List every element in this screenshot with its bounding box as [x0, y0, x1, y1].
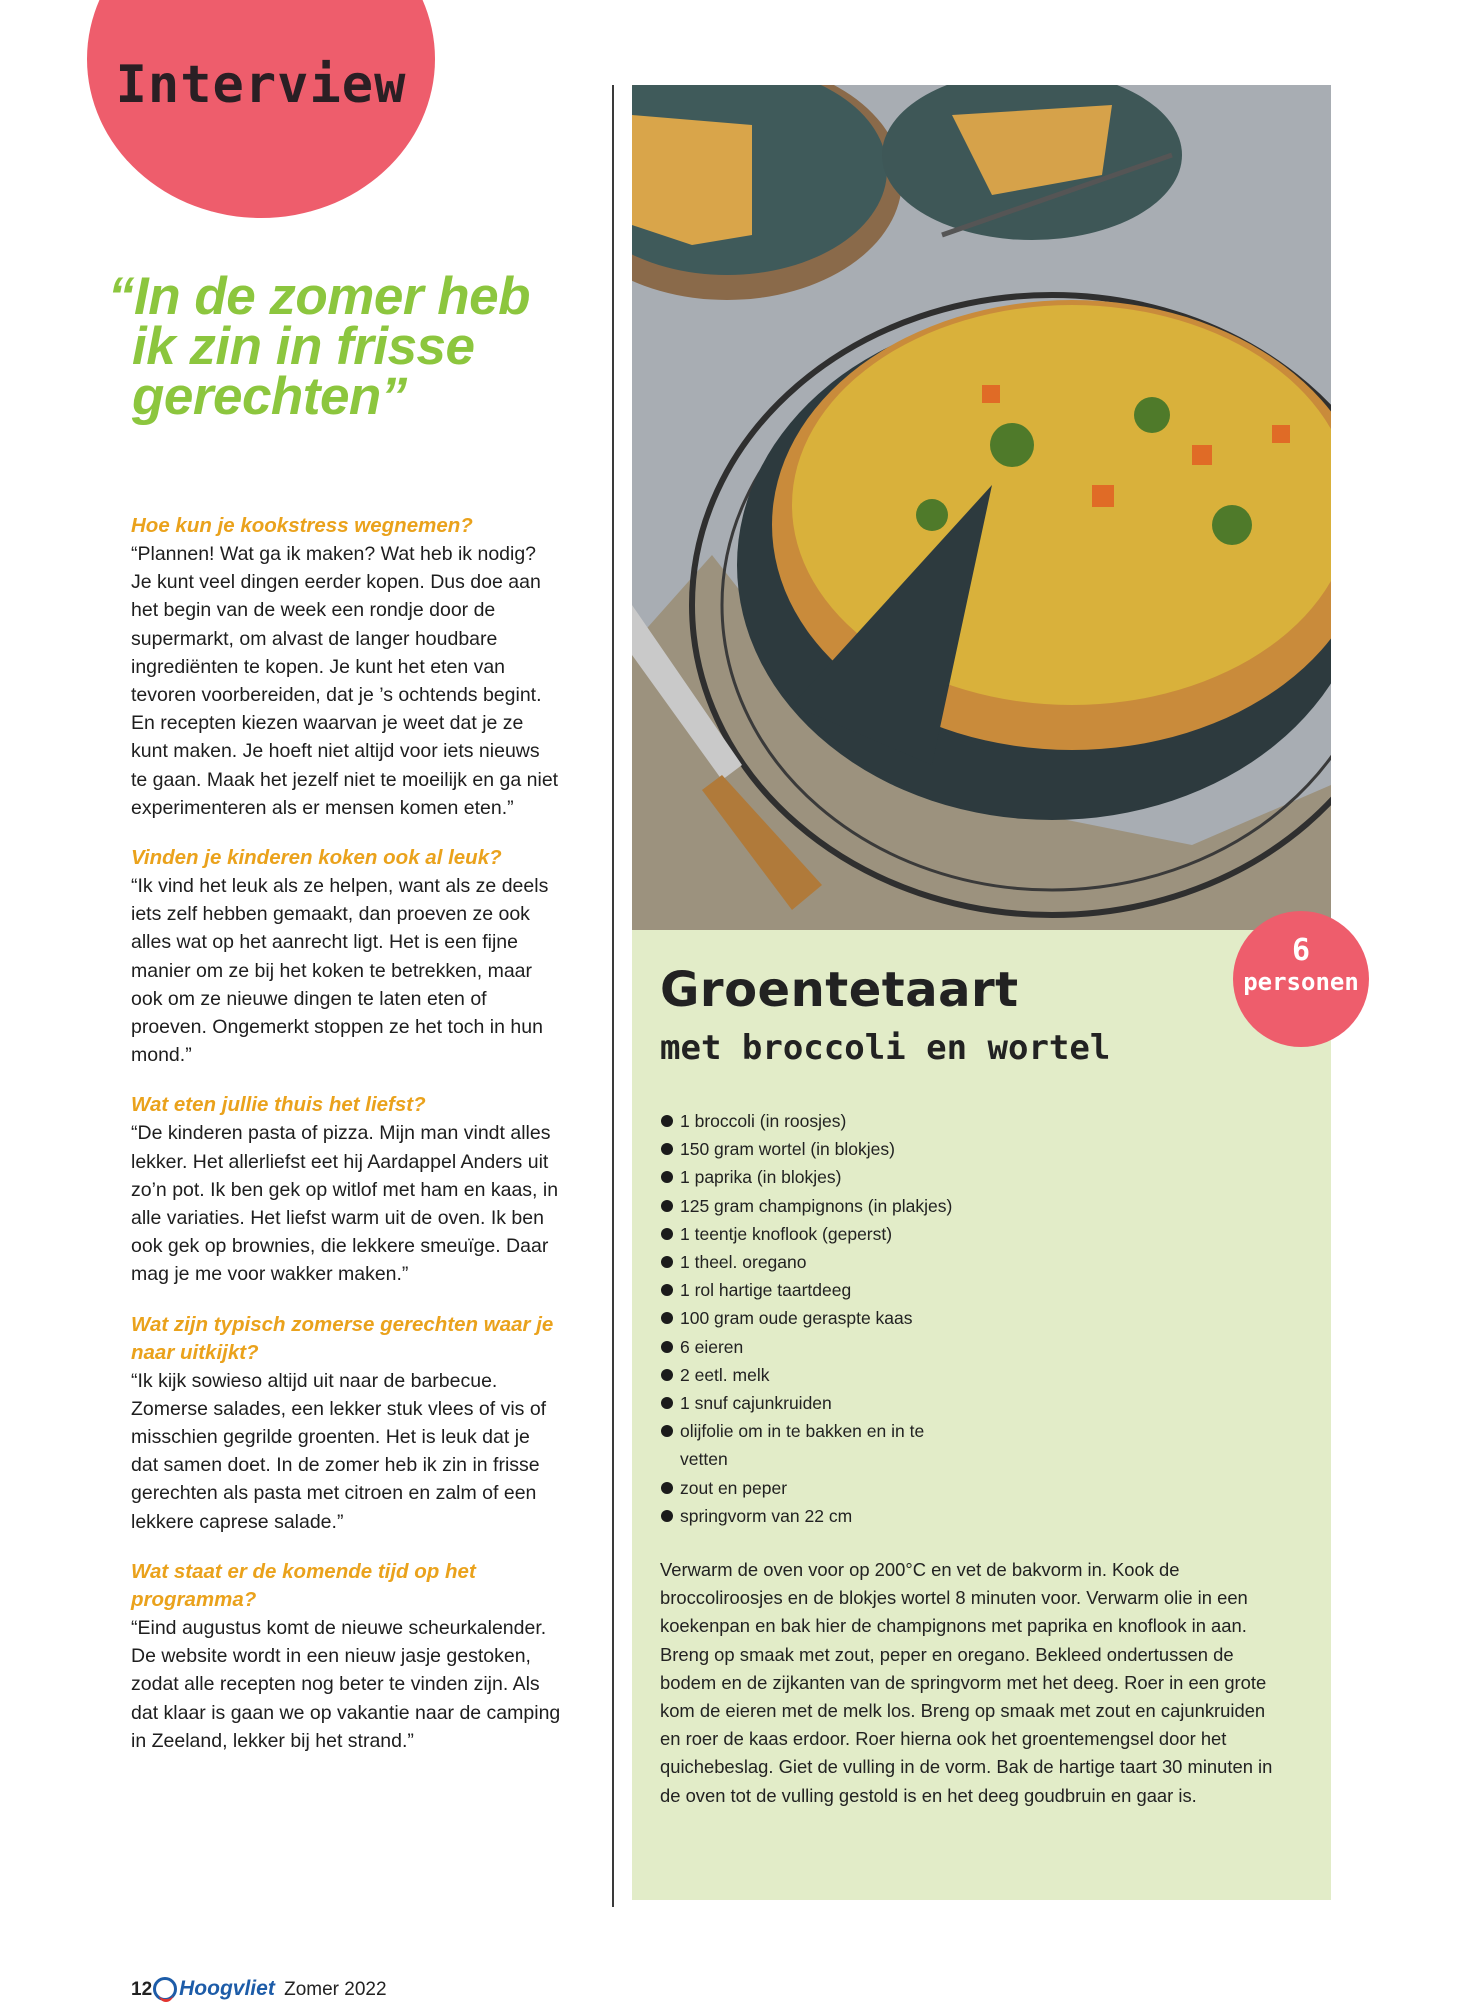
ingredient-item: 1 broccoli (in roosjes)	[660, 1107, 1300, 1135]
edition-label: Zomer 2022	[284, 1979, 387, 2000]
servings-badge	[1233, 911, 1369, 1047]
interview-answer: “Ik vind het leuk als ze helpen, want als ze deels iets zelf hebben gemaakt, dan proeven ze ook alles wat op het aanrecht ligt. Het is een fijne manier om ze bij het koken te betrekken, maar ook om ze nieuwe dingen te laten eten of proeven. Ongemerkt stoppen ze het toch in hun mond.”	[131, 875, 549, 1067]
ingredient-item: 1 theel. oregano	[660, 1248, 1300, 1276]
ingredient-item: 125 gram champignons (in plakjes)	[660, 1192, 1300, 1220]
quiche-illustration	[632, 85, 1331, 930]
hoogvliet-logo-icon	[153, 1977, 177, 2001]
qa-block	[131, 844, 561, 1069]
ingredient-item: 1 snuf cajunkruiden	[660, 1389, 1300, 1417]
page-footer	[131, 1977, 387, 2007]
recipe-subtitle: met broccoli en wortel	[660, 1028, 1111, 1068]
interview-question: Wat staat er de komende tijd op het programma?	[131, 1559, 476, 1611]
interview-answer: “Ik kijk sowieso altijd uit naar de barbecue. Zomerse salades, een lekker stuk vlees of vis of misschien gegrilde groenten. Het is leuk dat je dat samen doet. In de zomer heb ik zin in frisse gerechten als pasta met citroen en zalm of een lekkere caprese salade.”	[131, 1369, 547, 1533]
ingredient-item: zout en peper	[660, 1474, 1300, 1502]
recipe-method: Verwarm de oven voor op 200°C en vet de bakvorm in. Kook de broccoliroosjes en de blokjes wortel 8 minuten voor. Verwarm olie in een koekenpan en bak hier de champignons met paprika en knoflook in aan. Breng op smaak met zout, peper en oregano. Bekleed ondertussen de bodem en de zijkanten van de springvorm met het deeg. Roer in een grote kom de eieren met de melk los. Breng op smaak met zout en cajunkruiden en roer de kaas erdoor. Roer hierna ook het groentemengsel door het quichebeslag. Giet de vulling in de vorm. Bak de hartige taart 30 minuten in de oven tot de vulling gestold is en het deeg goudbruin en gaar is.	[660, 1559, 1273, 1806]
servings-number: 6	[1291, 933, 1311, 968]
interview-question: Hoe kun je kookstress wegnemen?	[131, 514, 473, 537]
recipe-title: Groentetaart	[660, 962, 1019, 1018]
page-number: 12	[131, 1979, 153, 2000]
ingredient-item: 6 eieren	[660, 1333, 1300, 1361]
interview-question: Wat zijn typisch zomerse gerechten waar je naar uitkijkt?	[131, 1312, 554, 1364]
pull-quote-line: “In de zomer heb	[108, 267, 530, 326]
brand-name: Hoogvliet	[179, 1977, 275, 2000]
quiche-photo	[632, 85, 1331, 930]
ingredient-item: 2 eetl. melk	[660, 1361, 1300, 1389]
ingredient-item: springvorm van 22 cm	[660, 1502, 1300, 1530]
pull-quote-line: ik zin in frisse	[132, 317, 475, 376]
pull-quote	[108, 267, 578, 426]
qa-block	[131, 512, 561, 822]
ingredient-item: 1 paprika (in blokjes)	[660, 1163, 1300, 1191]
servings-unit: personen	[1243, 968, 1359, 996]
interview-question: Vinden je kinderen koken ook al leuk?	[131, 846, 502, 870]
ingredient-text: olijfolie om in te bakken en in te vetten	[680, 1421, 925, 1470]
ingredient-item: 1 teentje knoflook (geperst)	[660, 1220, 1300, 1248]
interview-column	[131, 512, 561, 1777]
qa-block	[131, 1311, 561, 1536]
ingredient-item	[660, 1417, 1300, 1473]
interview-answer: “Plannen! Wat ga ik maken? Wat heb ik nodig? Je kunt veel dingen eerder kopen. Dus doe aan het begin van de week een rondje door de supermarkt, om alvast de langer houdbare ingrediënten te kopen. Je kunt het eten van tevoren voorbereiden, dat je ’s ochtends begint. En recepten kiezen waarvan je weet dat je ze kunt maken. Je hoeft niet altijd voor iets nieuws te gaan. Maak het jezelf niet te moeilijk en ga niet experimenteren als er mensen komen eten.”	[131, 543, 559, 819]
pull-quote-line: gerechten”	[132, 367, 407, 426]
ingredient-item: 150 gram wortel (in blokjes)	[660, 1135, 1300, 1163]
interview-answer: “De kinderen pasta of pizza. Mijn man vindt alles lekker. Het allerliefst eet hij Aardappel Anders uit zo’n pot. Ik ben gek op witlof met ham en kaas, in alle variaties. Het liefst warm uit de oven. Ik ben ook gek op brownies, die lekkere smeuïge. Daar mag je me voor wakker maken.”	[131, 1122, 559, 1286]
ingredient-item: 1 rol hartige taartdeeg	[660, 1276, 1300, 1304]
interview-answer: “Eind augustus komt de nieuwe scheurkalender. De website wordt in een nieuw jasje gestoken, zodat alle recepten nog beter te vinden zijn. Als dat klaar is gaan we op vakantie naar de camping in Zeeland, lekker bij het strand.”	[131, 1616, 561, 1752]
ingredient-item: 100 gram oude geraspte kaas	[660, 1304, 1300, 1332]
qa-block	[131, 1558, 561, 1755]
section-badge-label: Interview	[115, 55, 407, 115]
interview-question: Wat eten jullie thuis het liefst?	[131, 1093, 426, 1117]
ingredient-list	[660, 1107, 1300, 1530]
column-divider	[612, 85, 614, 1907]
qa-block	[131, 1091, 561, 1288]
